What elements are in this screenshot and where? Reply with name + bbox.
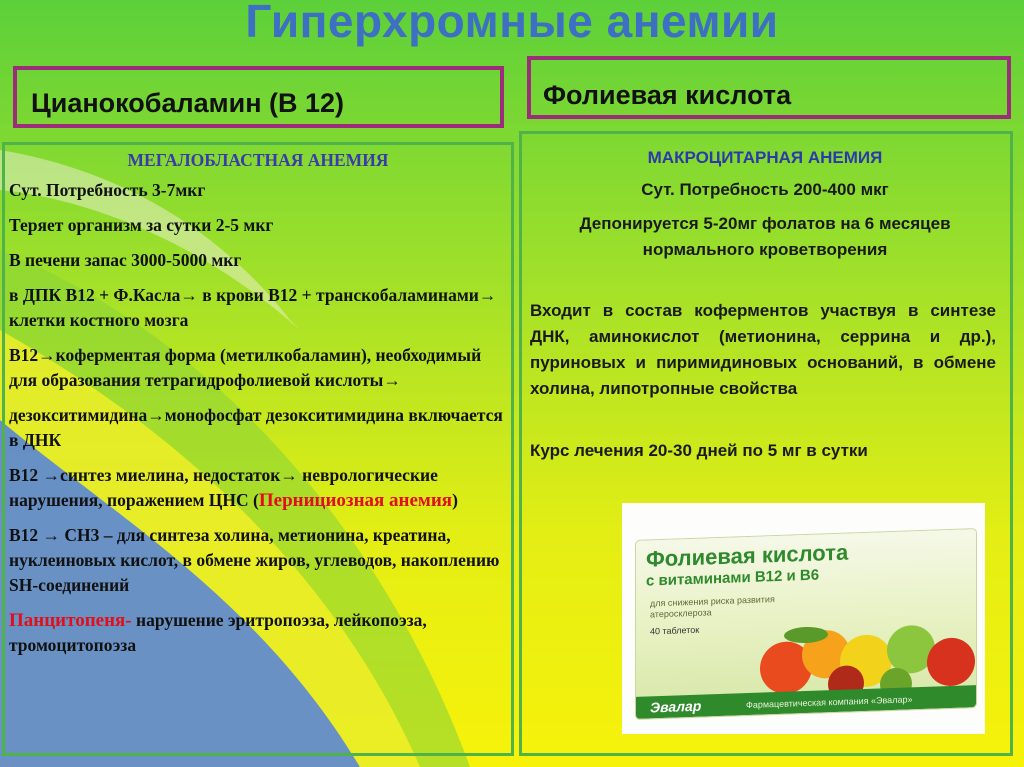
product-photo [622,503,985,734]
slide-title: Гиперхромные анемии [245,0,779,47]
left-myelin [9,463,507,513]
left-heading: МЕГАЛОБЛАСТНАЯ АНЕМИЯ [127,150,389,170]
product-company: Фармацевтическая компания «Эвалар» [746,694,913,711]
right-deposit: Депонируется 5-20мг фолатов на 6 месяцев нормального кроветворения [579,214,951,259]
fruits-illustration [746,599,976,697]
pancytopenia-label: Панцитопеня- [9,610,132,631]
right-coenzymes: Входит в состав коферментов участвуя в синтезе ДНК, аминокислот (метионина, серрина и др.), пуриновых и пиримидиновых оснований, в обмене холина, липотропные свойства [530,301,996,398]
pancytopenia-text: нарушение эритропоэза, лейкопоэза, тромоцитопоэза [9,610,427,655]
left-content [9,148,507,668]
left-dna: дезокситимидина→монофосфат дезокситимидина включается в ДНК [9,405,503,450]
header-folic-acid: Фолиевая кислота [527,56,1011,119]
right-daily-requirement: Сут. Потребность 200-400 мкг [641,180,889,199]
right-treatment-course: Курс лечения 20-30 дней по 5 мг в сутки [530,441,868,460]
left-absorption: в ДПК В12 + Ф.Касла→ в крови В12 + транскобаламинами→ клетки костного мозга [9,285,497,330]
left-daily-requirement: Сут. Потребность 3-7мкг [9,180,206,200]
product-box [636,529,976,719]
left-liver-reserve: В печени запас 3000-5000 мкг [9,250,242,270]
left-pancytopenia [9,608,507,658]
product-subtitle: с витаминами В12 и В6 [646,566,820,590]
left-coenzyme: В12→коферментая форма (метилкобаламин), необходимый для образования тетрагидрофолиевой кислоты→ [9,345,482,390]
left-myelin-close: ) [452,490,458,510]
right-content [530,141,1000,464]
left-myelin-text: В12 →синтез миелина, недостаток→ неврологические нарушения, поражением ЦНС ( [9,465,438,510]
right-heading: МАКРОЦИТАРНАЯ АНЕМИЯ [647,148,883,167]
product-count: 40 таблеток [650,624,700,637]
product-brand: Фолиевая кислота [646,539,849,572]
header-cyanocobalamin: Цианокобаламин (В 12) [13,66,504,128]
product-maker: Эвалар [650,697,702,716]
pernicious-anemia-label: Пернициозная анемия [258,490,453,511]
left-daily-loss: Теряет организм за сутки 2-5 мкг [9,215,274,235]
product-purpose: для снижения риска развития атеросклероза [650,594,775,620]
left-ch3: В12 → СН3 – для синтеза холина, метионина, креатина, нуклеиновых кислот, в обмене жиров, углеводов, накоплению SH-соединений [9,525,500,595]
